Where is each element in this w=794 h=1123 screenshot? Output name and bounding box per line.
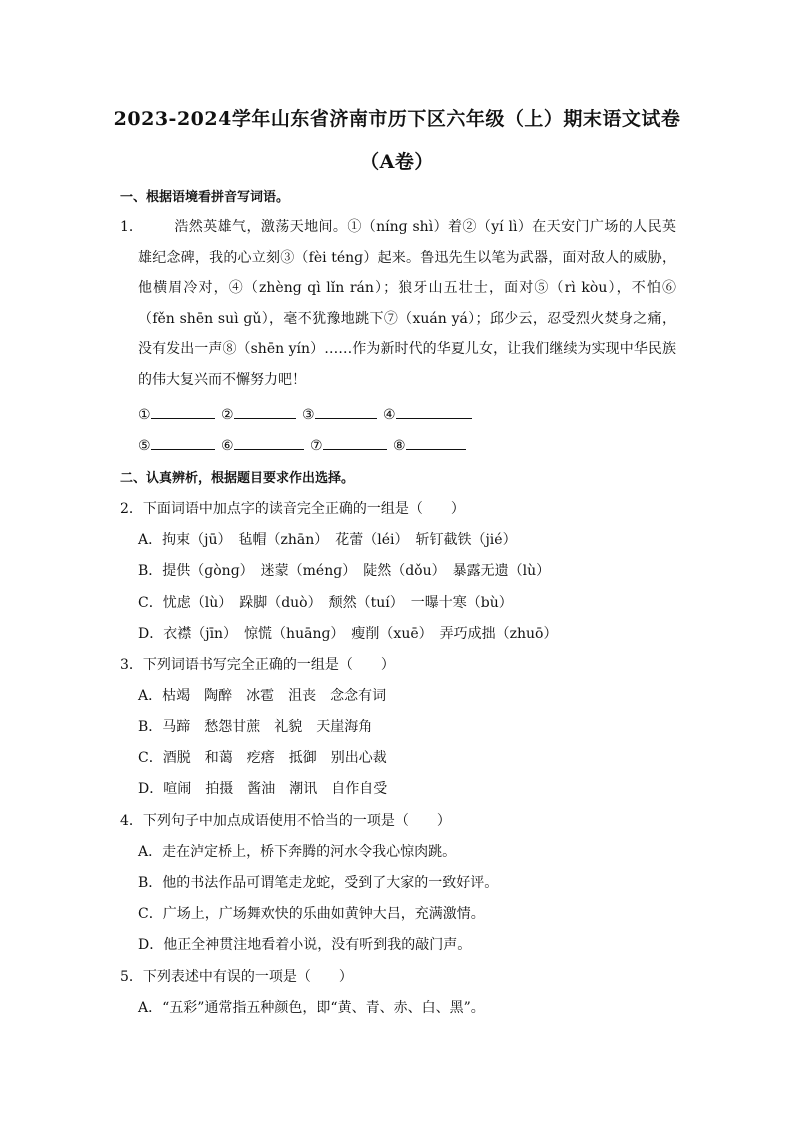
blank-label: ⑤ [138, 438, 151, 454]
question-4-option-c[interactable]: C．广场上，广场舞欢快的乐曲如黄钟大吕，充满激情。 [138, 906, 485, 922]
question-4-option-a[interactable]: A．走在泸定桥上，桥下奔腾的河水令我心惊肉跳。 [138, 844, 457, 860]
question-1 [120, 212, 676, 395]
blank-label: ⑥ [221, 438, 234, 454]
answer-blank[interactable] [315, 404, 377, 419]
question-3-option-a[interactable]: A．枯竭 陶醉 冰雹 沮丧 念念有词 [138, 688, 387, 704]
answer-blanks-row-2 [138, 435, 468, 454]
question-3-option-c[interactable]: C．酒脱 和蔼 疙瘩 抵御 别出心裁 [138, 750, 387, 766]
question-3-option-d[interactable]: D．喧闹 拍摄 酱油 潮讯 自作自受 [138, 781, 388, 797]
question-2-stem: 2．下面词语中加点字的读音完全正确的一组是（ ） [120, 501, 465, 517]
blank-label: ④ [383, 407, 396, 423]
exam-title: 2023-2024学年山东省济南市历下区六年级（上）期末语文试卷 [113, 108, 681, 130]
question-2-option-b[interactable]: B．提供（ɡònɡ） 迷蒙（ménɡ） 陡然（dǒu） 暴露无遗（lù） [138, 563, 551, 579]
question-5-option-a[interactable]: A．“五彩”通常指五种颜色，即“黄、青、赤、白、黑”。 [138, 1000, 485, 1016]
blank-label: ③ [302, 407, 315, 423]
answer-blank[interactable] [234, 404, 296, 419]
question-4-stem: 4．下列句子中加点成语使用不恰当的一项是（ ） [120, 813, 451, 829]
answer-blank[interactable] [396, 404, 472, 419]
question-4-option-b[interactable]: B．他的书法作品可谓笔走龙蛇，受到了大家的一致好评。 [138, 875, 499, 891]
blank-label: ① [138, 407, 151, 423]
answer-blank[interactable] [406, 435, 466, 450]
question-3-option-b[interactable]: B．马蹄 愁怨甘蔗 礼貌 天崖海角 [138, 719, 373, 735]
exam-subtitle: （A卷） [360, 151, 434, 173]
answer-blank[interactable] [151, 435, 215, 450]
question-3-stem: 3．下列词语书写完全正确的一组是（ ） [120, 657, 395, 673]
section-2-heading: 二、认真辨析，根据题目要求作出选择。 [120, 471, 355, 486]
section-1-heading: 一、根据语境看拼音写词语。 [120, 190, 290, 205]
question-1-passage: 浩然英雄气，激荡天地间。①（nínɡ shì）着②（yí lì）在天安门广场的人民英雄纪念碑，我的心立刻③（fèi ténɡ）起来。鲁迅先生以笔为武器，面对敌人的威胁，他横眉冷对，④（zhènɡ qì lǐn rán）；狼牙山五壮士，面对⑤（rì kòu），不怕⑥（fěn shēn suì ɡǔ），毫不犹豫地跳下⑦（xuán yá）；邱少云，忍受烈火焚身之痛，没有发出一声⑧（shēn yín）……作为新时代的华夏儿女，让我们继续为实现中华民族的伟大复兴而不懈努力吧！ [138, 219, 676, 388]
question-2-option-a[interactable]: A．拘束（jū） 毡帽（zhān） 花蕾（léi） 斩钉截铁（jié） [138, 532, 517, 548]
answer-blanks-row-1 [138, 404, 474, 423]
question-2-option-d[interactable]: D．衣襟（jīn） 惊慌（huānɡ） 瘦削（xuē） 弄巧成拙（zhuō） [138, 626, 558, 642]
question-5-stem: 5．下列表述中有误的一项是（ ） [120, 969, 353, 985]
blank-label: ⑦ [310, 438, 323, 454]
answer-blank[interactable] [151, 404, 215, 419]
answer-blank[interactable] [234, 435, 304, 450]
question-2-option-c[interactable]: C．忧虑（lù） 跺脚（duò） 颓然（tuí） 一曝十寒（bù） [138, 595, 513, 611]
question-1-number: 1． [120, 219, 143, 235]
blank-label: ⑧ [393, 438, 406, 454]
question-4-option-d[interactable]: D．他正全神贯注地看着小说，没有听到我的敲门声。 [138, 937, 472, 953]
blank-label: ② [221, 407, 234, 423]
answer-blank[interactable] [323, 435, 387, 450]
